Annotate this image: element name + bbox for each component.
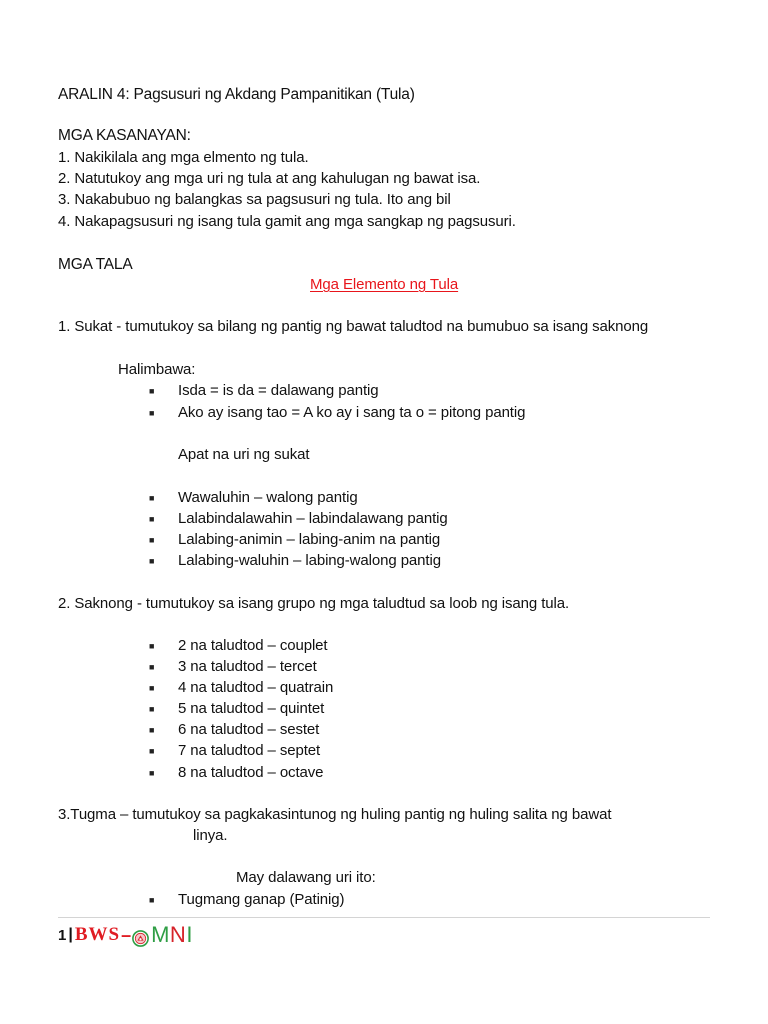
skill-item: 3. Nakabubuo ng balangkas sa pagsusuri ng tula. Ito ang bil xyxy=(58,191,451,208)
lesson-title: ARALIN 4: Pagsusuri ng Akdang Pampanitikan (Tula) xyxy=(58,86,415,103)
bullet-icon: ■ xyxy=(149,768,155,778)
saknong-type-item: 7 na taludtod – septet xyxy=(178,742,321,759)
sukat-type-item: Lalabindalawahin – labindalawang pantig xyxy=(178,510,448,527)
example-label: Halimbawa: xyxy=(118,361,196,378)
bullet-icon: ■ xyxy=(149,386,155,396)
saknong-definition: 2. Saknong - tumutukoy sa isang grupo ng mga taludtud sa loob ng isang tula. xyxy=(58,595,570,612)
bullet-icon: ■ xyxy=(149,514,155,524)
bullet-icon: ■ xyxy=(149,408,155,418)
logo-dash: – xyxy=(121,924,132,945)
example-item: Isda = is da = dalawang pantig xyxy=(178,382,379,399)
footer-separator: | xyxy=(68,926,73,943)
sukat-types-label: Apat na uri ng sukat xyxy=(178,446,310,463)
skill-item: 1. Nakikilala ang mga elmento ng tula. xyxy=(58,149,309,166)
tugma-type-item: Tugmang ganap (Patinig) xyxy=(178,891,345,908)
bullet-icon: ■ xyxy=(149,493,155,503)
saknong-type-item: 4 na taludtod – quatrain xyxy=(178,679,334,696)
bullet-icon: ■ xyxy=(149,662,155,672)
saknong-type-item: 3 na taludtod – tercet xyxy=(178,658,317,675)
tugma-definition: 3.Tugma – tumutukoy sa pagkakasintunog ng huling pantig ng huling salita ng bawat xyxy=(58,806,612,823)
footer-divider xyxy=(58,917,710,918)
page-footer xyxy=(58,922,193,948)
sukat-type-item: Wawaluhin – walong pantig xyxy=(178,489,358,506)
omni-seal-icon xyxy=(132,927,149,944)
skill-item: 4. Nakapagsusuri ng isang tula gamit ang mga sangkap ng pagsusuri. xyxy=(58,213,516,230)
logo-bws-text: BWS xyxy=(74,924,121,945)
logo-letter-n: N xyxy=(169,922,187,947)
saknong-type-item: 6 na taludtod – sestet xyxy=(178,721,320,738)
bullet-icon: ■ xyxy=(149,683,155,693)
logo-letter-i: I xyxy=(186,922,193,947)
sukat-definition: 1. Sukat - tumutukoy sa bilang ng pantig ng bawat taludtod na bumubuo sa isang saknong xyxy=(58,318,649,335)
page-number: 1 xyxy=(58,926,67,944)
bullet-icon: ■ xyxy=(149,895,155,905)
sukat-type-item: Lalabing-animin – labing-anim na pantig xyxy=(178,531,441,548)
tugma-types-label: May dalawang uri ito: xyxy=(236,869,376,886)
elements-title: Mga Elemento ng Tula xyxy=(310,276,459,293)
example-item: Ako ay isang tao = A ko ay i sang ta o = pitong pantig xyxy=(178,404,526,421)
skill-item: 2. Natutukoy ang mga uri ng tula at ang kahulugan ng bawat isa. xyxy=(58,170,481,187)
sukat-type-item: Lalabing-waluhin – labing-walong pantig xyxy=(178,552,441,569)
bullet-icon: ■ xyxy=(149,704,155,714)
logo-letter-m: M xyxy=(151,922,170,947)
bullet-icon: ■ xyxy=(149,746,155,756)
bullet-icon: ■ xyxy=(149,535,155,545)
saknong-type-item: 8 na taludtod – octave xyxy=(178,764,324,781)
tugma-definition-continued: linya. xyxy=(193,827,228,844)
bullet-icon: ■ xyxy=(149,556,155,566)
saknong-type-item: 5 na taludtod – quintet xyxy=(178,700,325,717)
notes-heading: MGA TALA xyxy=(58,256,133,273)
omni-logo xyxy=(132,922,193,948)
bullet-icon: ■ xyxy=(149,725,155,735)
skills-heading: MGA KASANAYAN: xyxy=(58,127,191,144)
bullet-icon: ■ xyxy=(149,641,155,651)
saknong-type-item: 2 na taludtod – couplet xyxy=(178,637,328,654)
